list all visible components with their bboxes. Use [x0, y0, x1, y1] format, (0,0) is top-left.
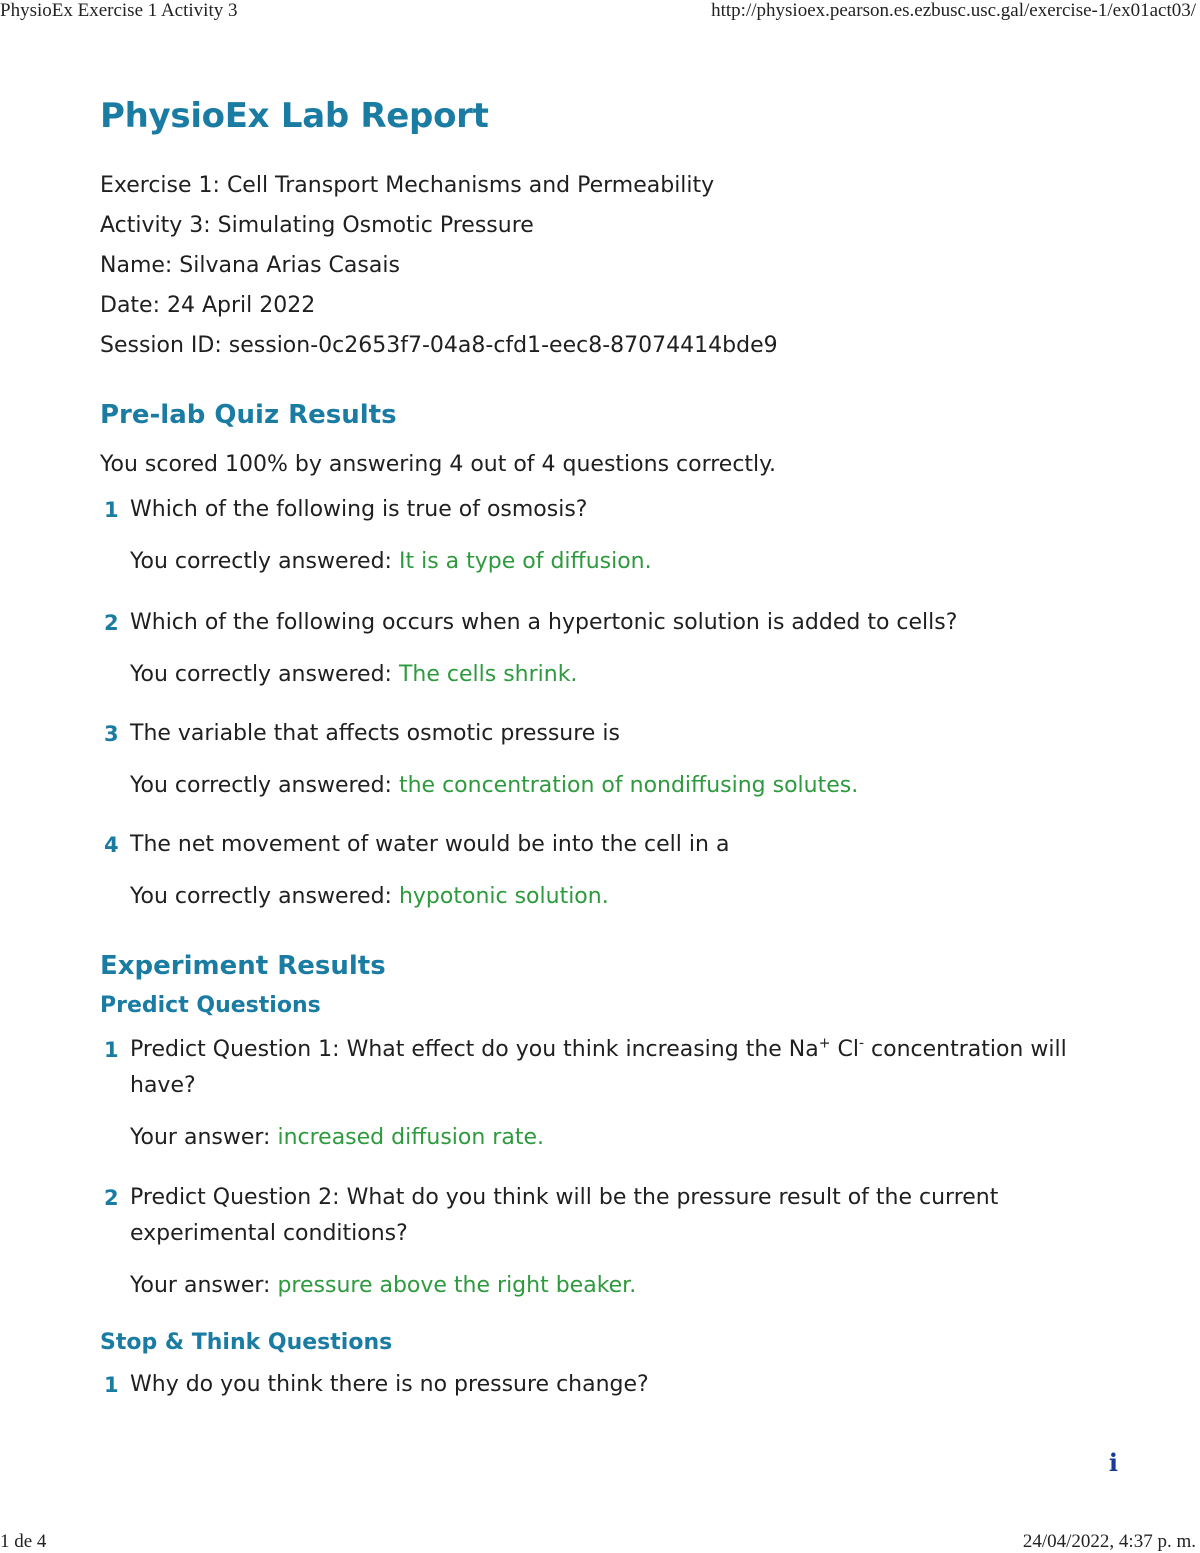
- stop-question: [100, 1367, 1100, 1403]
- prelab-question: [100, 827, 1100, 915]
- question-number: 2: [104, 611, 119, 635]
- answer-prefix: Your answer:: [130, 1273, 271, 1298]
- prelab-heading: Pre-lab Quiz Results: [100, 400, 397, 430]
- prelab-question-list: [100, 492, 1100, 915]
- print-header-title: PhysioEx Exercise 1 Activity 3: [0, 0, 238, 21]
- answer-value: The cells shrink.: [398, 662, 578, 687]
- predict-question-list: [100, 1032, 1100, 1304]
- answer-value: hypotonic solution.: [398, 884, 609, 909]
- prelab-question: [100, 605, 1100, 693]
- answer-value: the concentration of nondiffusing solutes.: [398, 773, 859, 798]
- question-number: 2: [104, 1186, 119, 1210]
- info-icon[interactable]: i: [1108, 1448, 1118, 1477]
- answer-prefix: Your answer:: [130, 1125, 271, 1150]
- date-line: Date: 24 April 2022: [100, 293, 316, 318]
- prelab-score: You scored 100% by answering 4 out of 4 questions correctly.: [100, 452, 777, 477]
- answer-prefix: You correctly answered:: [130, 884, 392, 909]
- question-text: Which of the following is true of osmosis?: [130, 497, 588, 522]
- question-number: 4: [104, 833, 119, 857]
- answer-value: increased diffusion rate.: [277, 1125, 544, 1150]
- report-content: [100, 96, 1100, 1403]
- question-text: Why do you think there is no pressure change?: [130, 1372, 649, 1397]
- stop-think-heading: Stop & Think Questions: [100, 1330, 393, 1355]
- question-number: 3: [104, 722, 119, 746]
- predict-question: [100, 1032, 1100, 1156]
- answer-prefix: You correctly answered:: [130, 662, 392, 687]
- print-datetime: 24/04/2022, 4:37 p. m.: [1022, 1531, 1196, 1552]
- print-header: [0, 0, 1200, 26]
- question-number: 1: [104, 1038, 119, 1062]
- prelab-question: [100, 492, 1100, 580]
- question-text: The variable that affects osmotic pressure is: [130, 721, 620, 746]
- report-title: PhysioEx Lab Report: [100, 96, 489, 136]
- answer-prefix: You correctly answered:: [130, 773, 392, 798]
- experiment-heading: Experiment Results: [100, 951, 386, 981]
- page-number: 1 de 4: [0, 1531, 47, 1552]
- activity-line: Activity 3: Simulating Osmotic Pressure: [100, 213, 534, 238]
- question-number: 1: [104, 498, 119, 522]
- session-line: Session ID: session-0c2653f7-04a8-cfd1-eec8-87074414bde9: [100, 333, 778, 358]
- question-number: 1: [104, 1373, 119, 1397]
- exercise-line: Exercise 1: Cell Transport Mechanisms and Permeability: [100, 173, 715, 198]
- predict-question: [100, 1180, 1100, 1304]
- print-footer: [0, 1527, 1200, 1553]
- question-text: The net movement of water would be into the cell in a: [130, 832, 730, 857]
- answer-value: pressure above the right beaker.: [277, 1273, 637, 1298]
- answer-prefix: You correctly answered:: [130, 549, 392, 574]
- predict-heading: Predict Questions: [100, 993, 321, 1018]
- name-line: Name: Silvana Arias Casais: [100, 253, 400, 278]
- answer-value: It is a type of diffusion.: [398, 549, 652, 574]
- report-meta: [100, 166, 1100, 366]
- question-text: Which of the following occurs when a hypertonic solution is added to cells?: [130, 610, 958, 635]
- print-header-url: http://physioex.pearson.es.ezbusc.usc.gal/exercise-1/ex01act03/: [711, 0, 1196, 21]
- question-text: Predict Question 1: What effect do you think increasing the Na+ Cl- concentration will have?: [130, 1035, 1067, 1098]
- prelab-question: [100, 716, 1100, 804]
- question-text: Predict Question 2: What do you think will be the pressure result of the current experimental conditions?: [130, 1185, 999, 1246]
